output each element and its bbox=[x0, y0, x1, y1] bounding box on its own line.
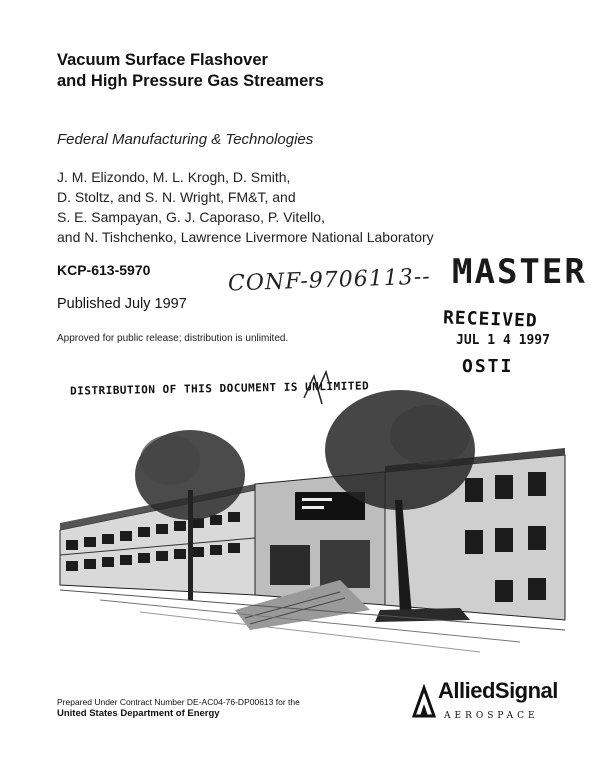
title-line-2: and High Pressure Gas Streamers bbox=[57, 72, 324, 90]
contract-notice bbox=[57, 697, 300, 719]
sponsor-name: United States Department of Energy bbox=[57, 708, 220, 719]
organization-name: Federal Manufacturing & Technologies bbox=[57, 131, 314, 148]
logo-subtitle: AEROSPACE bbox=[444, 711, 539, 721]
publication-date: Published July 1997 bbox=[57, 296, 187, 312]
company-logo-text bbox=[438, 678, 558, 704]
approval-statement: Approved for public release; distribution is unlimited. bbox=[57, 333, 289, 344]
handwritten-initial bbox=[300, 368, 340, 408]
received-stamp-date: JUL 1 4 1997 bbox=[456, 333, 550, 348]
author-line-2: D. Stoltz, and S. N. Wright, FM&T, and bbox=[57, 189, 296, 205]
master-stamp: MASTER bbox=[452, 252, 587, 292]
logo-name: AlliedSignal bbox=[438, 678, 558, 703]
author-list bbox=[57, 167, 434, 247]
title-line-1: Vacuum Surface Flashover bbox=[57, 51, 268, 69]
building-photograph bbox=[40, 380, 570, 660]
received-stamp-label: RECEIVED bbox=[442, 307, 539, 332]
author-line-4: and N. Tishchenko, Lawrence Livermore National Laboratory bbox=[57, 229, 434, 245]
distribution-stamp: DISTRIBUTION OF THIS DOCUMENT IS UNLIMITED bbox=[69, 379, 370, 398]
document-title bbox=[57, 50, 324, 92]
received-stamp-agency: OSTI bbox=[462, 356, 514, 377]
allied-signal-logo-icon bbox=[410, 684, 438, 720]
contract-line: Prepared Under Contract Number DE-AC04-76-DP00613 for the bbox=[57, 697, 300, 707]
report-number: KCP-613-5970 bbox=[57, 262, 151, 278]
author-line-3: S. E. Sampayan, G. J. Caporaso, P. Vitello, bbox=[57, 209, 325, 225]
conf-handwritten-number: CONF-9706113-- bbox=[227, 264, 432, 297]
author-line-1: J. M. Elizondo, M. L. Krogh, D. Smith, bbox=[57, 169, 291, 185]
